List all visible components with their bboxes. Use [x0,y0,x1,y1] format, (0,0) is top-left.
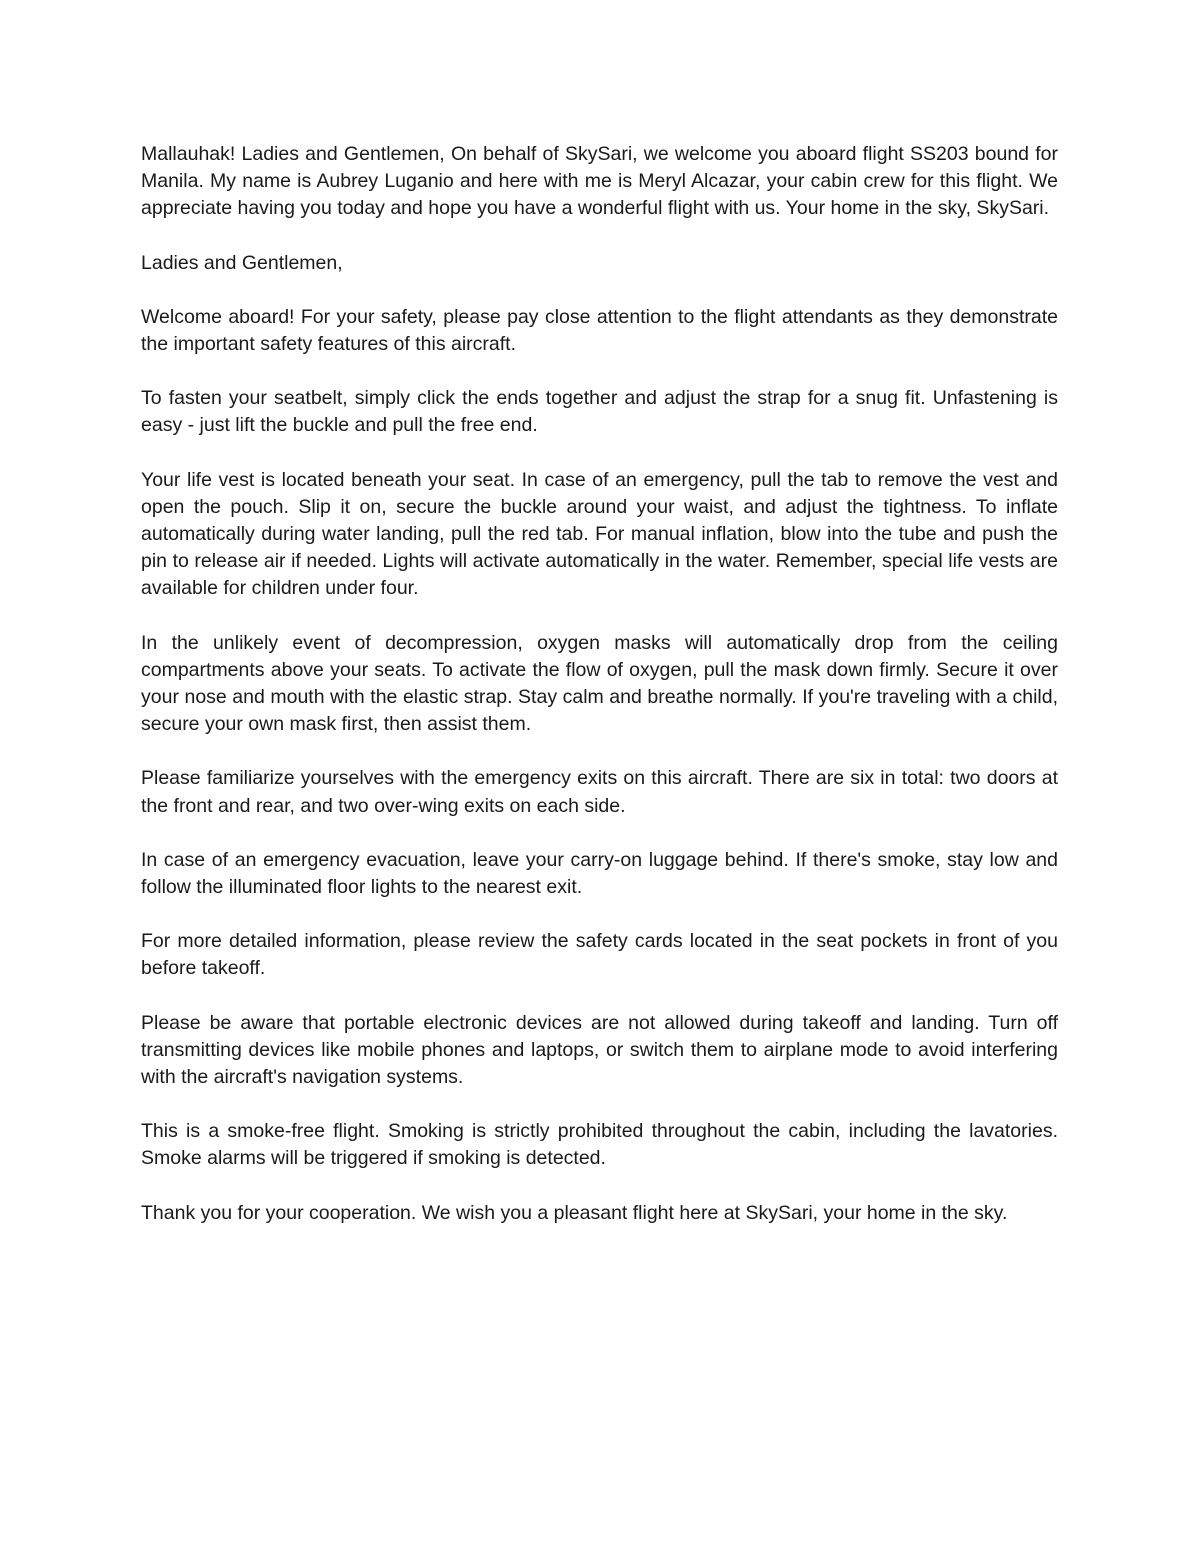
paragraph-emergency-exits: Please familiarize yourselves with the emergency exits on this aircraft. There are six in total: two doors at the front and rear, and two over-wing exits on each side. [141,767,1058,817]
paragraph-welcome: Mallauhak! Ladies and Gentlemen, On behalf of SkySari, we welcome you aboard flight SS203 bound for Manila. My name is Aubrey Luganio and here with me is Meryl Alcazar, your cabin crew for this flight. We appreciate having you today and hope you have a wonderful flight with us. Your home in the sky, SkySari. [141,143,1058,220]
paragraph-safety-cards: For more detailed information, please review the safety cards located in the seat pockets in front of you before takeoff. [141,930,1058,980]
document-body [141,141,1058,1254]
paragraph-oxygen-masks: In the unlikely event of decompression, oxygen masks will automatically drop from the ceiling compartments above your seats. To activate the flow of oxygen, pull the mask down firmly. Secure it over your nose and mouth with the elastic strap. Stay calm and breathe normally. If you're traveling with a child, secure your own mask first, then assist them. [141,631,1058,736]
paragraph-closing: Thank you for your cooperation. We wish you a pleasant flight here at SkySari, your home in the sky. [141,1201,1008,1224]
paragraph-greeting: Ladies and Gentlemen, [141,251,343,274]
paragraph-life-vest: Your life vest is located beneath your seat. In case of an emergency, pull the tab to remove the vest and open the pouch. Slip it on, secure the buckle around your waist, and adjust the tightness. To inflate automatically during water landing, pull the red tab. For manual inflation, blow into the tube and push the pin to release air if needed. Lights will activate automatically in the water. Remember, special life vests are available for children under four. [141,468,1058,600]
paragraph-evacuation: In case of an emergency evacuation, leave your carry-on luggage behind. If there's smoke, stay low and follow the illuminated floor lights to the nearest exit. [141,848,1058,899]
paragraph-seatbelt: To fasten your seatbelt, simply click the ends together and adjust the strap for a snug fit. Unfastening is easy - just lift the buckle and pull the free end. [141,387,1058,437]
paragraph-safety-intro: Welcome aboard! For your safety, please pay close attention to the flight attendants as they demonstrate the important safety features of this aircraft. [141,305,1058,356]
paragraph-smoke-free: This is a smoke-free flight. Smoking is strictly prohibited throughout the cabin, including the lavatories. Smoke alarms will be triggered if smoking is detected. [141,1120,1058,1170]
paragraph-electronic-devices: Please be aware that portable electronic devices are not allowed during takeoff and landing. Turn off transmitting devices like mobile phones and laptops, or switch them to airplane mode to avoid interfering with the aircraft's navigation systems. [141,1011,1058,1089]
